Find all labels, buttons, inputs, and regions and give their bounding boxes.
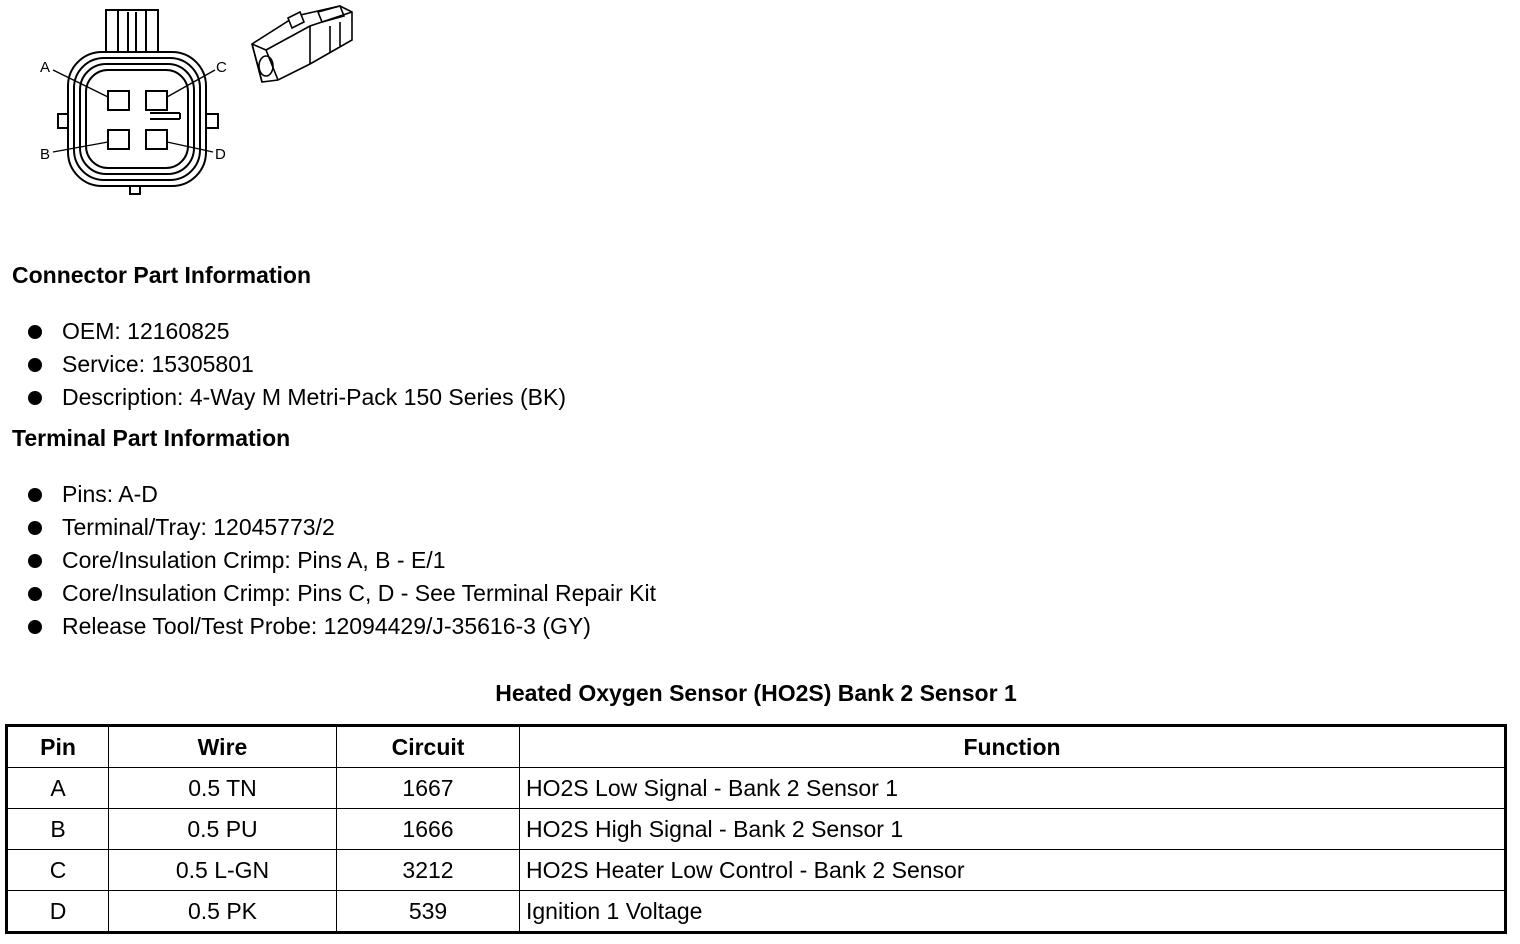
cavity-c <box>146 91 167 110</box>
bullet-icon <box>28 554 42 568</box>
list-item: Core/Insulation Crimp: Pins C, D - See Terminal Repair Kit <box>28 577 656 610</box>
cell-circuit: 1666 <box>337 809 520 850</box>
connector-info-list <box>28 315 566 414</box>
connector-info-heading: Connector Part Information <box>12 262 312 288</box>
pin-label-d: D <box>215 146 226 163</box>
table-row <box>7 809 1506 850</box>
bullet-icon <box>28 587 42 601</box>
list-item: Description: 4-Way M Metri-Pack 150 Series (BK) <box>28 381 566 414</box>
connector-housing <box>68 52 206 186</box>
cell-wire: 0.5 PK <box>109 891 337 933</box>
table-header-row <box>7 726 1506 768</box>
cell-pin: A <box>7 768 109 809</box>
cavity-d <box>146 130 167 149</box>
cell-function: HO2S High Signal - Bank 2 Sensor 1 <box>520 809 1506 850</box>
list-item: Pins: A-D <box>28 478 656 511</box>
header-wire: Wire <box>109 726 337 768</box>
list-item: Release Tool/Test Probe: 12094429/J-35616-3 (GY) <box>28 610 656 643</box>
cell-function: Ignition 1 Voltage <box>520 891 1506 933</box>
header-function: Function <box>520 726 1506 768</box>
list-item: Service: 15305801 <box>28 348 566 381</box>
cell-function: HO2S Low Signal - Bank 2 Sensor 1 <box>520 768 1506 809</box>
cell-pin: C <box>7 850 109 891</box>
pin-table-title: Heated Oxygen Sensor (HO2S) Bank 2 Sensor 1 <box>495 680 1017 706</box>
bullet-icon <box>28 325 42 339</box>
table-row <box>7 768 1506 809</box>
pin-table <box>5 724 1507 934</box>
cell-circuit: 1667 <box>337 768 520 809</box>
cell-circuit: 3212 <box>337 850 520 891</box>
pin-label-c: C <box>216 59 227 76</box>
cavity-a <box>108 91 129 110</box>
bullet-icon <box>28 488 42 502</box>
pin-label-a: A <box>40 59 51 76</box>
connector-isometric-view <box>252 6 352 82</box>
bullet-icon <box>28 358 42 372</box>
cell-pin: D <box>7 891 109 933</box>
header-circuit: Circuit <box>337 726 520 768</box>
cavity-b <box>108 130 129 149</box>
connector-face-diagram <box>0 0 380 210</box>
list-item: Core/Insulation Crimp: Pins A, B - E/1 <box>28 544 656 577</box>
list-item: Terminal/Tray: 12045773/2 <box>28 511 656 544</box>
terminal-info-heading: Terminal Part Information <box>12 425 291 451</box>
bullet-icon <box>28 620 42 634</box>
pin-label-b: B <box>40 146 51 163</box>
cell-pin: B <box>7 809 109 850</box>
cell-wire: 0.5 PU <box>109 809 337 850</box>
bullet-icon <box>28 391 42 405</box>
cell-circuit: 539 <box>337 891 520 933</box>
list-item: OEM: 12160825 <box>28 315 566 348</box>
cell-wire: 0.5 TN <box>109 768 337 809</box>
cell-function: HO2S Heater Low Control - Bank 2 Sensor <box>520 850 1506 891</box>
bullet-icon <box>28 521 42 535</box>
terminal-info-list <box>28 478 656 643</box>
table-row <box>7 850 1506 891</box>
connector-latch <box>106 10 158 58</box>
header-pin: Pin <box>7 726 109 768</box>
cell-wire: 0.5 L-GN <box>109 850 337 891</box>
table-row <box>7 891 1506 933</box>
